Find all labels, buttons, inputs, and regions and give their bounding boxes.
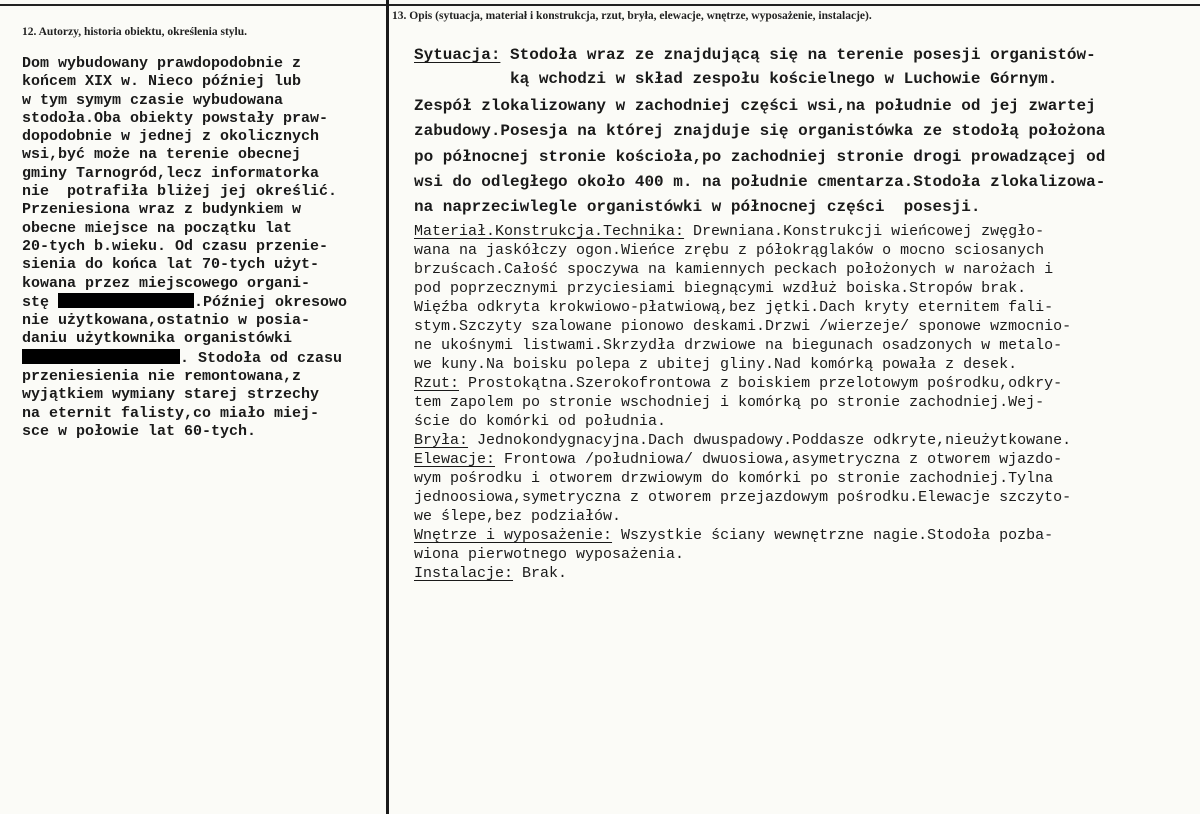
history-line: stodoła.Oba obiekty powstały praw-	[22, 109, 329, 127]
elewacje-line: jednoosiowa,symetryczna z otworem przejazdowym pośrodku.Elewacje szczyto-	[414, 489, 1072, 506]
elewacje-line: Elewacje: Frontowa /południowa/ dwuosiowa,asymetryczna z otworem wjazdo-	[414, 451, 1063, 468]
history-line: nie potrafiła bliżej jej określić.	[22, 183, 338, 201]
history-line-redacted	[22, 293, 382, 312]
elewacje-label: Elewacje:	[414, 451, 496, 468]
material-line: stym.Szczyty szalowane pionowo deskami.Drzwi /wierzeje/ sponowe wzmocnio-	[414, 318, 1072, 335]
sytuacja-line: Zespół zlokalizowany w zachodniej części wsi,na południe od jej zwartej	[414, 97, 1096, 115]
material-line: wana na jaskółczy ogon.Wieńce zrębu z półokrąglaków o mocno sciosanych	[414, 242, 1045, 259]
elewacje-line: we ślepe,bez podziałów.	[414, 508, 622, 525]
material-line: we kuny.Na boisku polepa z ubitej gliny.Nad komórką powała z desek.	[414, 356, 1018, 373]
rzut-line: tem zapolem po stronie wschodniej i komórką po stronie zachodniej.Wej-	[414, 394, 1045, 411]
history-line: w tym symym czasie wybudowana	[22, 91, 284, 109]
material-line: ne ukośnymi listwami.Skrzydła drzwiowe na biegunach osadzonych w metalo-	[414, 337, 1063, 354]
history-line: daniu użytkownika organistówki	[22, 330, 293, 348]
bryla-label: Bryła:	[414, 432, 469, 449]
history-line: nie użytkowana,ostatnio w posia-	[22, 312, 311, 330]
section-13-header: 13. Opis (sytuacja, materiał i konstrukcja, rzut, bryła, elewacje, wnętrze, wyposażenie, instalacje).	[392, 10, 872, 22]
redaction-bar	[22, 349, 180, 364]
material-label: Materiał.Konstrukcja.Technika:	[414, 223, 685, 240]
history-line: 20-tych b.wieku. Od czasu przenie-	[22, 237, 329, 255]
history-line: przeniesienia nie remontowana,z	[22, 368, 302, 386]
instalacje-line: Instalacje: Brak.	[414, 565, 568, 582]
sytuacja-line: zabudowy.Posesja na której znajduje się organistówka ze stodołą położona	[414, 122, 1106, 140]
history-line: dopodobnie w jednej z okolicznych	[22, 128, 320, 146]
top-rule	[0, 4, 1200, 6]
history-line: końcem XIX w. Nieco później lub	[22, 73, 302, 91]
history-line: Przeniesiona wraz z budynkiem w	[22, 201, 302, 219]
material-line: Więźba odkryta krokwiowo-płatwiową,bez jętki.Dach kryty eternitem fali-	[414, 299, 1054, 316]
wnetrze-label: Wnętrze i wyposażenie:	[414, 527, 613, 544]
history-line: gminy Tarnogród,lecz informatorka	[22, 164, 320, 182]
history-line: kowana przez miejscowego organi-	[22, 274, 311, 292]
history-line: sienia do końca lat 70-tych użyt-	[22, 256, 320, 274]
redaction-bar	[58, 293, 194, 308]
history-line: na eternit falisty,co miało miej-	[22, 404, 320, 422]
column-divider	[386, 0, 389, 814]
sytuacja-line: Sytuacja: Stodoła wraz ze znajdującą się na terenie posesji organistów-	[414, 46, 1096, 64]
material-line: Materiał.Konstrukcja.Technika: Drewniana.Konstrukcji wieńcowej zwęgło-	[414, 223, 1045, 240]
sytuacja-label: Sytuacja:	[414, 46, 501, 64]
history-line: wyjątkiem wymiany starej strzechy	[22, 386, 320, 404]
material-line: brzuścach.Całość spoczywa na kamiennych peckach położonych w narożach i	[414, 261, 1054, 278]
history-line: sce w połowie lat 60-tych.	[22, 422, 257, 440]
sytuacja-line: na naprzeciwlegle organistówki w północnej części posesji.	[414, 198, 981, 216]
history-line-redacted	[22, 349, 382, 368]
history-text	[22, 55, 382, 441]
rzut-line: ście do komórki od południa.	[414, 413, 667, 430]
line-suffix: . Stodoła od czasu	[180, 349, 343, 367]
line-suffix: .Później okresowo	[194, 293, 348, 311]
instalacje-label: Instalacje:	[414, 565, 514, 582]
wnetrze-line: Wnętrze i wyposażenie: Wszystkie ściany wewnętrzne nagie.Stodoła pozba-	[414, 527, 1054, 544]
history-line: Dom wybudowany prawdopodobnie z	[22, 55, 302, 72]
line-prefix: stę	[22, 293, 59, 311]
rzut-line: Rzut: Prostokątna.Szerokofrontowa z boiskiem przelotowym pośrodku,odkry-	[414, 375, 1063, 392]
history-line: obecne miejsce na początku lat	[22, 219, 293, 237]
sytuacja-line: ką wchodzi w skład zespołu kościelnego w Luchowie Górnym.	[414, 70, 1058, 88]
bryla-line: Bryła: Jednokondygnacyjna.Dach dwuspadowy.Poddasze odkryte,nieużytkowane.	[414, 432, 1072, 449]
history-line: wsi,być może na terenie obecnej	[22, 146, 302, 164]
rzut-label: Rzut:	[414, 375, 460, 392]
sytuacja-line: wsi do odległego około 400 m. na południe cmentarza.Stodoła zlokalizowa-	[414, 173, 1106, 191]
sytuacja-line: po północnej stronie kościoła,po zachodniej stronie drogi prowadzącej od	[414, 148, 1106, 166]
wnetrze-line: wiona pierwotnego wyposażenia.	[414, 546, 685, 563]
section-12-header: 12. Autorzy, historia obiektu, określenia stylu.	[22, 26, 248, 38]
material-line: pod poprzecznymi przyciesiami biegnącymi wzdłuż boiska.Stropów brak.	[414, 280, 1027, 297]
elewacje-line: wym pośrodku i otworem drzwiowym do komórki po stronie zachodniej.Tylna	[414, 470, 1054, 487]
